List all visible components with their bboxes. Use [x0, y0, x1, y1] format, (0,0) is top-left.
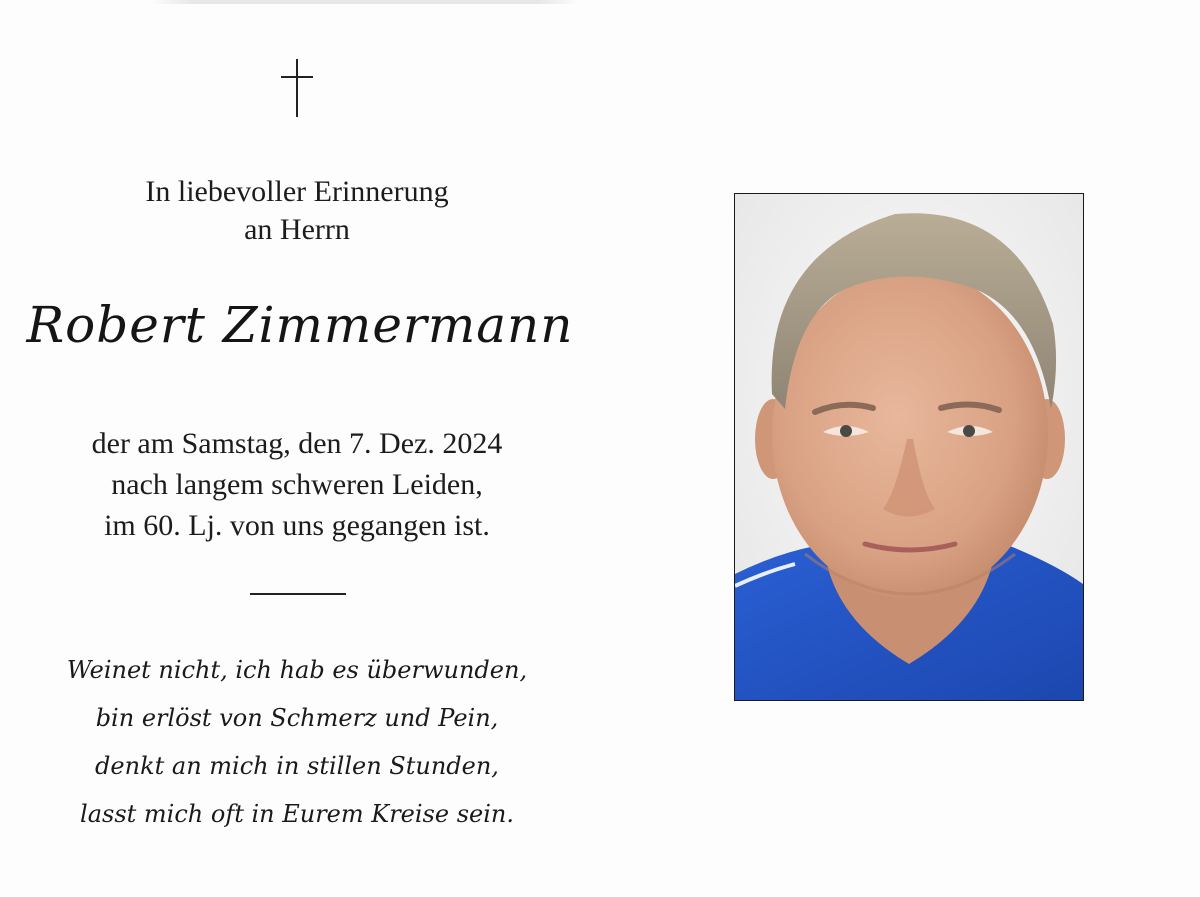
verse-line: Weinet nicht, ich hab es überwunden,: [66, 656, 528, 684]
intro-line: an Herrn: [244, 213, 350, 246]
divider: [250, 593, 346, 595]
memorial-verse: [47, 646, 547, 838]
death-notice-line: nach langem schweren Leiden,: [111, 468, 483, 501]
portrait-photo: [734, 193, 1084, 701]
cross-icon: [279, 57, 315, 119]
intro-line: In liebevoller Erinnerung: [145, 175, 449, 208]
verse-line: denkt an mich in stillen Stunden,: [95, 752, 499, 780]
death-notice: [47, 423, 547, 546]
death-notice-line: im 60. Lj. von uns gegangen ist.: [104, 509, 490, 542]
verse-line: bin erlöst von Schmerz und Pein,: [95, 704, 499, 732]
intro-text: [47, 173, 547, 249]
verse-line: lasst mich oft in Eurem Kreise sein.: [80, 800, 514, 828]
death-notice-line: der am Samstag, den 7. Dez. 2024: [91, 427, 503, 460]
scan-edge: [150, 0, 580, 4]
portrait-illustration: [735, 194, 1083, 700]
deceased-name: Robert Zimmermann: [26, 296, 574, 354]
